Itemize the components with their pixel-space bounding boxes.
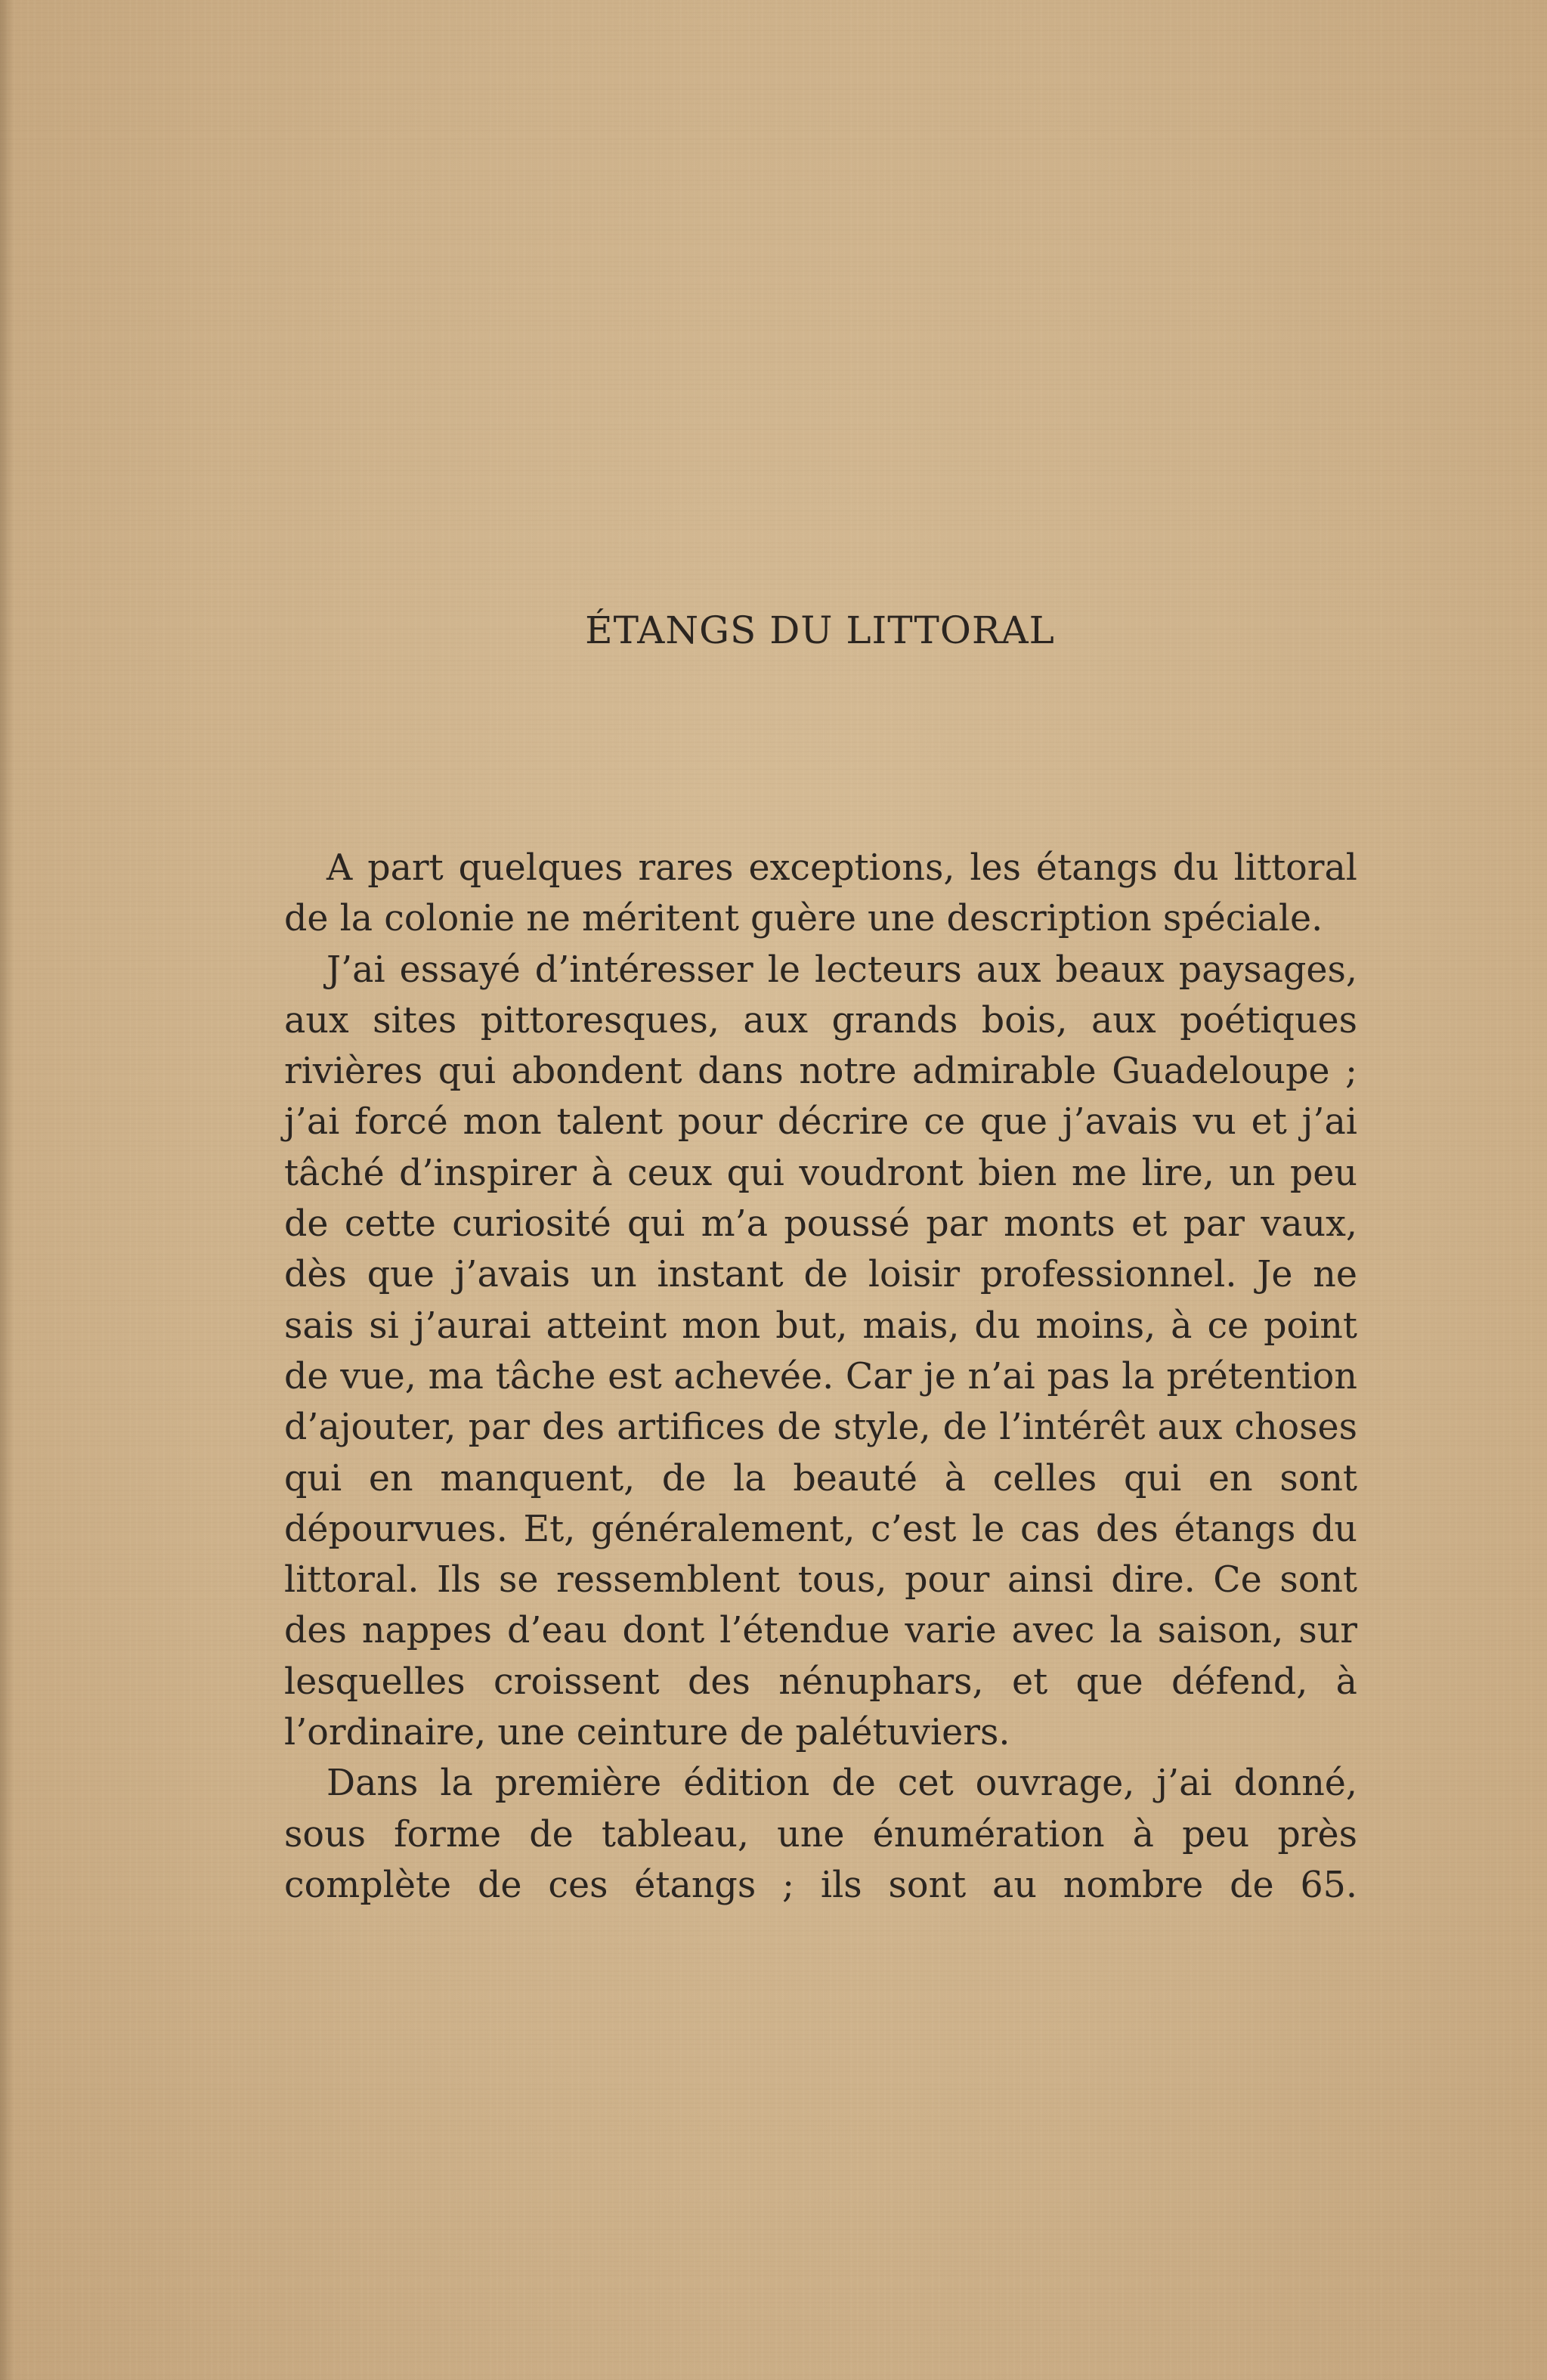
chapter-title: ÉTANGS DU LITTORAL: [585, 608, 1055, 652]
page-binding-edge: [0, 0, 14, 2380]
paragraph-main: J’ai essayé d’intéresser le lecteurs aux beaux paysages, aux sites pittoresques, aux grands bois, aux poétiques rivières qui abondent dans notre admirable Guadeloupe ; j’ai forcé mon talent pour décrire ce que j’avais vu et j’ai tâché d’inspirer à ceux qui voudront bien me lire, un peu de cette curiosité qui m’a poussé par monts et par vaux, dès que j’avais un instant de loisir professionnel. Je ne sais si j’aurai atteint mon but, mais, du moins, à ce point de vue, ma tâche est achevée. Car je n’ai pas la prétention d’ajouter, par des artifices de style, de l’intérêt aux choses qui en manquent, de la beauté à celles qui en sont dépourvues. Et, généralement, c’est le cas des étangs du littoral. Ils se ressemblent tous, pour ainsi dire. Ce sont des nappes d’eau dont l’étendue varie avec la saison, sur lesquelles croissent des nénuphars, et que défend, à l’ordinaire, une ceinture de palétuviers.: [284, 949, 1357, 1754]
body-text: [284, 843, 1357, 1911]
paragraph-intro: A part quelques rares exceptions, les étangs du littoral de la colonie ne méritent guère une description spéciale.: [284, 847, 1357, 940]
paragraph-edition: Dans la première édition de cet ouvrage, j’ai donné, sous forme de tableau, une énumération à peu près complète de ces étangs ; ils sont au nombre de 65.: [284, 1763, 1357, 1906]
